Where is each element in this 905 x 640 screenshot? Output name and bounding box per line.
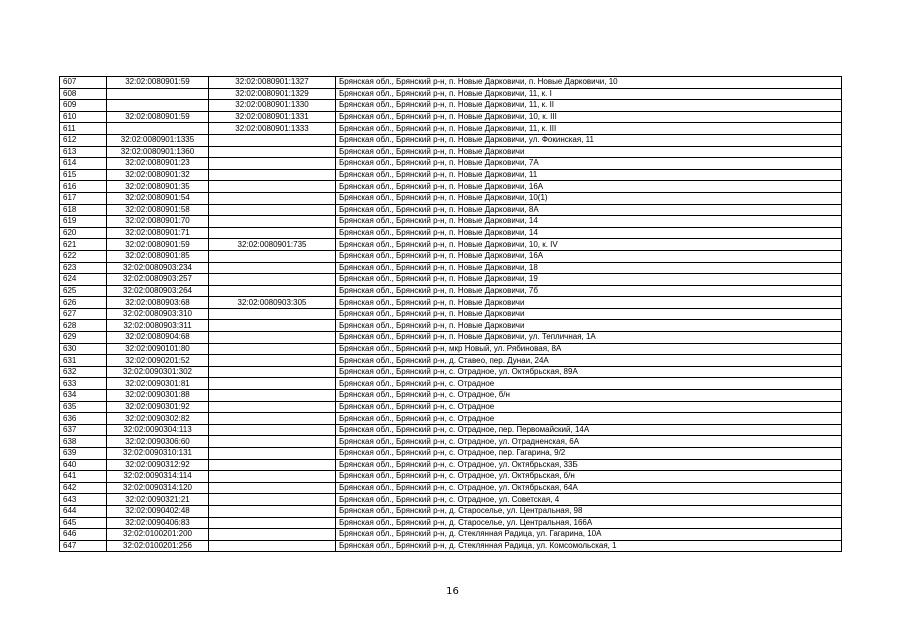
object-cadastral-number-cell: [209, 262, 336, 274]
row-number-cell: 638: [60, 436, 107, 448]
cadastral-number-cell: 32:02:0090310:131: [107, 448, 209, 460]
address-cell: Брянская обл., Брянский р-н, п. Новые Дарковичи, 19: [336, 274, 842, 286]
row-number-cell: 624: [60, 274, 107, 286]
address-cell: Брянская обл., Брянский р-н, с. Отрадное, ул. Октябрьская, 33Б: [336, 459, 842, 471]
cadastral-number-cell: 32:02:0080901:59: [107, 111, 209, 123]
cadastral-number-cell: 32:02:0080901:32: [107, 169, 209, 181]
table-row: [60, 192, 842, 204]
object-cadastral-number-cell: [209, 320, 336, 332]
object-cadastral-number-cell: [209, 204, 336, 216]
object-cadastral-number-cell: [209, 390, 336, 402]
address-cell: Брянская обл., Брянский р-н, с. Отрадное, ул. Октябрьская, б/н: [336, 471, 842, 483]
table-row: [60, 111, 842, 123]
object-cadastral-number-cell: [209, 424, 336, 436]
row-number-cell: 636: [60, 413, 107, 425]
cadastral-number-cell: 32:02:0090301:81: [107, 378, 209, 390]
cadastral-number-cell: 32:02:0090302:82: [107, 413, 209, 425]
object-cadastral-number-cell: [209, 274, 336, 286]
address-cell: Брянская обл., Брянский р-н, с. Отрадное, ул. Октябрьская, 64А: [336, 482, 842, 494]
address-cell: Брянская обл., Брянский р-н, п. Новые Дарковичи, 16А: [336, 181, 842, 193]
table-row: [60, 88, 842, 100]
cadastral-number-cell: 32:02:0090321:21: [107, 494, 209, 506]
address-cell: Брянская обл., Брянский р-н, п. Новые Дарковичи: [336, 146, 842, 158]
address-cell: Брянская обл., Брянский р-н, п. Новые Дарковичи, 7б: [336, 285, 842, 297]
object-cadastral-number-cell: [209, 332, 336, 344]
table-row: [60, 529, 842, 541]
cadastral-number-cell: 32:02:0080903:234: [107, 262, 209, 274]
cadastral-number-cell: 32:02:0090101:80: [107, 343, 209, 355]
table-row: [60, 123, 842, 135]
row-number-cell: 626: [60, 297, 107, 309]
address-cell: Брянская обл., Брянский р-н, д. Стеклянная Радица, ул. Комсомольская, 1: [336, 540, 842, 552]
cadastral-number-cell: 32:02:0080901:59: [107, 77, 209, 89]
row-number-cell: 616: [60, 181, 107, 193]
table-row: [60, 494, 842, 506]
address-cell: Брянская обл., Брянский р-н, п. Новые Дарковичи, 7А: [336, 158, 842, 170]
address-cell: Брянская обл., Брянский р-н, д. Староселье, ул. Центральная, 166А: [336, 517, 842, 529]
cadastral-number-cell: 32:02:0090312:92: [107, 459, 209, 471]
cadastral-number-cell: 32:02:0080901:1360: [107, 146, 209, 158]
row-number-cell: 609: [60, 100, 107, 112]
table-row: [60, 77, 842, 89]
table-row: [60, 100, 842, 112]
address-cell: Брянская обл., Брянский р-н, п. Новые Дарковичи, ул. Фокинская, 11: [336, 134, 842, 146]
cadastral-number-cell: 32:02:0080904:68: [107, 332, 209, 344]
object-cadastral-number-cell: [209, 401, 336, 413]
object-cadastral-number-cell: [209, 181, 336, 193]
table-row: [60, 448, 842, 460]
row-number-cell: 635: [60, 401, 107, 413]
table-row: [60, 169, 842, 181]
address-cell: Брянская обл., Брянский р-н, мкр Новый, ул. Рябиновая, 8А: [336, 343, 842, 355]
table-row: [60, 505, 842, 517]
table-row: [60, 343, 842, 355]
address-cell: Брянская обл., Брянский р-н, с. Отрадное: [336, 378, 842, 390]
address-cell: Брянская обл., Брянский р-н, п. Новые Дарковичи, 14: [336, 216, 842, 228]
address-cell: Брянская обл., Брянский р-н, п. Новые Дарковичи: [336, 297, 842, 309]
row-number-cell: 645: [60, 517, 107, 529]
object-cadastral-number-cell: [209, 471, 336, 483]
cadastral-number-cell: 32:02:0090301:88: [107, 390, 209, 402]
row-number-cell: 610: [60, 111, 107, 123]
row-number-cell: 646: [60, 529, 107, 541]
object-cadastral-number-cell: [209, 413, 336, 425]
cadastral-number-cell: 32:02:0080901:58: [107, 204, 209, 216]
address-cell: Брянская обл., Брянский р-н, п. Новые Дарковичи, ул. Тепличная, 1А: [336, 332, 842, 344]
row-number-cell: 627: [60, 308, 107, 320]
address-cell: Брянская обл., Брянский р-н, п. Новые Дарковичи, 11, к. II: [336, 100, 842, 112]
row-number-cell: 633: [60, 378, 107, 390]
object-cadastral-number-cell: 32:02:0080901:1333: [209, 123, 336, 135]
object-cadastral-number-cell: [209, 366, 336, 378]
address-cell: Брянская обл., Брянский р-н, с. Отрадное: [336, 401, 842, 413]
cadastral-number-cell: [107, 100, 209, 112]
row-number-cell: 644: [60, 505, 107, 517]
object-cadastral-number-cell: [209, 436, 336, 448]
row-number-cell: 631: [60, 355, 107, 367]
cadastral-number-cell: 32:02:0090304:113: [107, 424, 209, 436]
object-cadastral-number-cell: [209, 158, 336, 170]
table-row: [60, 204, 842, 216]
address-cell: Брянская обл., Брянский р-н, д. Стеклянная Радица, ул. Гагарина, 10А: [336, 529, 842, 541]
table-row: [60, 401, 842, 413]
cadastral-number-cell: 32:02:0080903:257: [107, 274, 209, 286]
table-row: [60, 320, 842, 332]
cadastral-number-cell: 32:02:0090301:302: [107, 366, 209, 378]
address-cell: Брянская обл., Брянский р-н, п. Новые Дарковичи, 10(1): [336, 192, 842, 204]
object-cadastral-number-cell: [209, 216, 336, 228]
cadastral-number-cell: 32:02:0080901:59: [107, 239, 209, 251]
row-number-cell: 623: [60, 262, 107, 274]
address-cell: Брянская обл., Брянский р-н, с. Отрадное: [336, 413, 842, 425]
address-cell: Брянская обл., Брянский р-н, с. Отрадное, пер. Первомайский, 14А: [336, 424, 842, 436]
cadastral-number-cell: 32:02:0080901:54: [107, 192, 209, 204]
object-cadastral-number-cell: [209, 192, 336, 204]
table-row: [60, 216, 842, 228]
table-row: [60, 378, 842, 390]
address-cell: Брянская обл., Брянский р-н, п. Новые Дарковичи, 8А: [336, 204, 842, 216]
address-cell: Брянская обл., Брянский р-н, п. Новые Дарковичи, 11: [336, 169, 842, 181]
address-cell: Брянская обл., Брянский р-н, с. Отрадное, ул. Советская, 4: [336, 494, 842, 506]
cadastral-number-cell: 32:02:0080901:1335: [107, 134, 209, 146]
cadastral-number-cell: 32:02:0080903:264: [107, 285, 209, 297]
row-number-cell: 614: [60, 158, 107, 170]
table-row: [60, 239, 842, 251]
table-row: [60, 459, 842, 471]
object-cadastral-number-cell: 32:02:0080903:305: [209, 297, 336, 309]
address-cell: Брянская обл., Брянский р-н, п. Новые Дарковичи, 11, к. I: [336, 88, 842, 100]
object-cadastral-number-cell: [209, 227, 336, 239]
table-row: [60, 482, 842, 494]
object-cadastral-number-cell: [209, 250, 336, 262]
cadastral-number-cell: 32:02:0080901:35: [107, 181, 209, 193]
object-cadastral-number-cell: [209, 494, 336, 506]
table-row: [60, 332, 842, 344]
cadastral-number-cell: 32:02:0080903:311: [107, 320, 209, 332]
row-number-cell: 643: [60, 494, 107, 506]
cadastral-number-cell: 32:02:0080901:23: [107, 158, 209, 170]
address-cell: Брянская обл., Брянский р-н, п. Новые Дарковичи, 16А: [336, 250, 842, 262]
address-cell: Брянская обл., Брянский р-н, п. Новые Дарковичи: [336, 320, 842, 332]
cadastral-number-cell: [107, 88, 209, 100]
cadastral-number-cell: 32:02:0080903:310: [107, 308, 209, 320]
row-number-cell: 647: [60, 540, 107, 552]
address-cell: Брянская обл., Брянский р-н, с. Отрадное, ул. Октябрьская, 89А: [336, 366, 842, 378]
object-cadastral-number-cell: 32:02:0080901:1331: [209, 111, 336, 123]
row-number-cell: 642: [60, 482, 107, 494]
row-number-cell: 628: [60, 320, 107, 332]
address-cell: Брянская обл., Брянский р-н, п. Новые Дарковичи, 14: [336, 227, 842, 239]
row-number-cell: 641: [60, 471, 107, 483]
object-cadastral-number-cell: [209, 378, 336, 390]
object-cadastral-number-cell: [209, 308, 336, 320]
cadastral-number-cell: 32:02:0090406:83: [107, 517, 209, 529]
object-cadastral-number-cell: 32:02:0080901:1327: [209, 77, 336, 89]
cadastral-number-cell: 32:02:0080901:70: [107, 216, 209, 228]
property-registry-table: [59, 76, 842, 552]
table-row: [60, 274, 842, 286]
address-cell: Брянская обл., Брянский р-н, д. Ставео, пер. Дунаи, 24А: [336, 355, 842, 367]
object-cadastral-number-cell: [209, 540, 336, 552]
object-cadastral-number-cell: [209, 459, 336, 471]
object-cadastral-number-cell: [209, 505, 336, 517]
table-row: [60, 471, 842, 483]
address-cell: Брянская обл., Брянский р-н, с. Отрадное, б/н: [336, 390, 842, 402]
table-row: [60, 355, 842, 367]
cadastral-number-cell: 32:02:0090306:60: [107, 436, 209, 448]
object-cadastral-number-cell: [209, 285, 336, 297]
row-number-cell: 608: [60, 88, 107, 100]
table-row: [60, 158, 842, 170]
table-row: [60, 181, 842, 193]
registry-table-body: [60, 77, 842, 552]
cadastral-number-cell: 32:02:0090201:52: [107, 355, 209, 367]
table-row: [60, 366, 842, 378]
row-number-cell: 617: [60, 192, 107, 204]
object-cadastral-number-cell: [209, 134, 336, 146]
row-number-cell: 639: [60, 448, 107, 460]
address-cell: Брянская обл., Брянский р-н, с. Отрадное, ул. Отрадненская, 6А: [336, 436, 842, 448]
table-row: [60, 262, 842, 274]
object-cadastral-number-cell: [209, 517, 336, 529]
cadastral-number-cell: 32:02:0090402:48: [107, 505, 209, 517]
object-cadastral-number-cell: [209, 482, 336, 494]
table-row: [60, 227, 842, 239]
table-row: [60, 436, 842, 448]
row-number-cell: 621: [60, 239, 107, 251]
row-number-cell: 629: [60, 332, 107, 344]
object-cadastral-number-cell: [209, 343, 336, 355]
row-number-cell: 622: [60, 250, 107, 262]
row-number-cell: 618: [60, 204, 107, 216]
table-row: [60, 308, 842, 320]
table-row: [60, 250, 842, 262]
table-row: [60, 540, 842, 552]
address-cell: Брянская обл., Брянский р-н, п. Новые Дарковичи, 11, к. III: [336, 123, 842, 135]
page-number: 16: [446, 586, 459, 597]
cadastral-number-cell: 32:02:0090314:120: [107, 482, 209, 494]
table-row: [60, 390, 842, 402]
row-number-cell: 619: [60, 216, 107, 228]
row-number-cell: 632: [60, 366, 107, 378]
cadastral-number-cell: 32:02:0080901:85: [107, 250, 209, 262]
row-number-cell: 630: [60, 343, 107, 355]
row-number-cell: 613: [60, 146, 107, 158]
object-cadastral-number-cell: [209, 355, 336, 367]
cadastral-number-cell: 32:02:0080903:68: [107, 297, 209, 309]
cadastral-number-cell: 32:02:0080901:71: [107, 227, 209, 239]
row-number-cell: 611: [60, 123, 107, 135]
cadastral-number-cell: 32:02:0100201:256: [107, 540, 209, 552]
row-number-cell: 615: [60, 169, 107, 181]
address-cell: Брянская обл., Брянский р-н, п. Новые Дарковичи, п. Новые Дарковичи, 10: [336, 77, 842, 89]
address-cell: Брянская обл., Брянский р-н, с. Отрадное, пер. Гагарина, 9/2: [336, 448, 842, 460]
cadastral-number-cell: [107, 123, 209, 135]
table-row: [60, 424, 842, 436]
object-cadastral-number-cell: 32:02:0080901:1329: [209, 88, 336, 100]
address-cell: Брянская обл., Брянский р-н, п. Новые Дарковичи, 18: [336, 262, 842, 274]
object-cadastral-number-cell: 32:02:0080901:1330: [209, 100, 336, 112]
cadastral-number-cell: 32:02:0090301:92: [107, 401, 209, 413]
row-number-cell: 625: [60, 285, 107, 297]
address-cell: Брянская обл., Брянский р-н, п. Новые Дарковичи, 10, к. IV: [336, 239, 842, 251]
table-row: [60, 134, 842, 146]
table-row: [60, 517, 842, 529]
object-cadastral-number-cell: 32:02:0080901:735: [209, 239, 336, 251]
row-number-cell: 634: [60, 390, 107, 402]
row-number-cell: 620: [60, 227, 107, 239]
address-cell: Брянская обл., Брянский р-н, п. Новые Дарковичи, 10, к. III: [336, 111, 842, 123]
row-number-cell: 607: [60, 77, 107, 89]
table-row: [60, 297, 842, 309]
table-row: [60, 285, 842, 297]
cadastral-number-cell: 32:02:0090314:114: [107, 471, 209, 483]
object-cadastral-number-cell: [209, 146, 336, 158]
row-number-cell: 637: [60, 424, 107, 436]
row-number-cell: 612: [60, 134, 107, 146]
cadastral-number-cell: 32:02:0100201:200: [107, 529, 209, 541]
address-cell: Брянская обл., Брянский р-н, д. Староселье, ул. Центральная, 98: [336, 505, 842, 517]
object-cadastral-number-cell: [209, 169, 336, 181]
table-row: [60, 146, 842, 158]
table-row: [60, 413, 842, 425]
row-number-cell: 640: [60, 459, 107, 471]
object-cadastral-number-cell: [209, 529, 336, 541]
address-cell: Брянская обл., Брянский р-н, п. Новые Дарковичи: [336, 308, 842, 320]
object-cadastral-number-cell: [209, 448, 336, 460]
